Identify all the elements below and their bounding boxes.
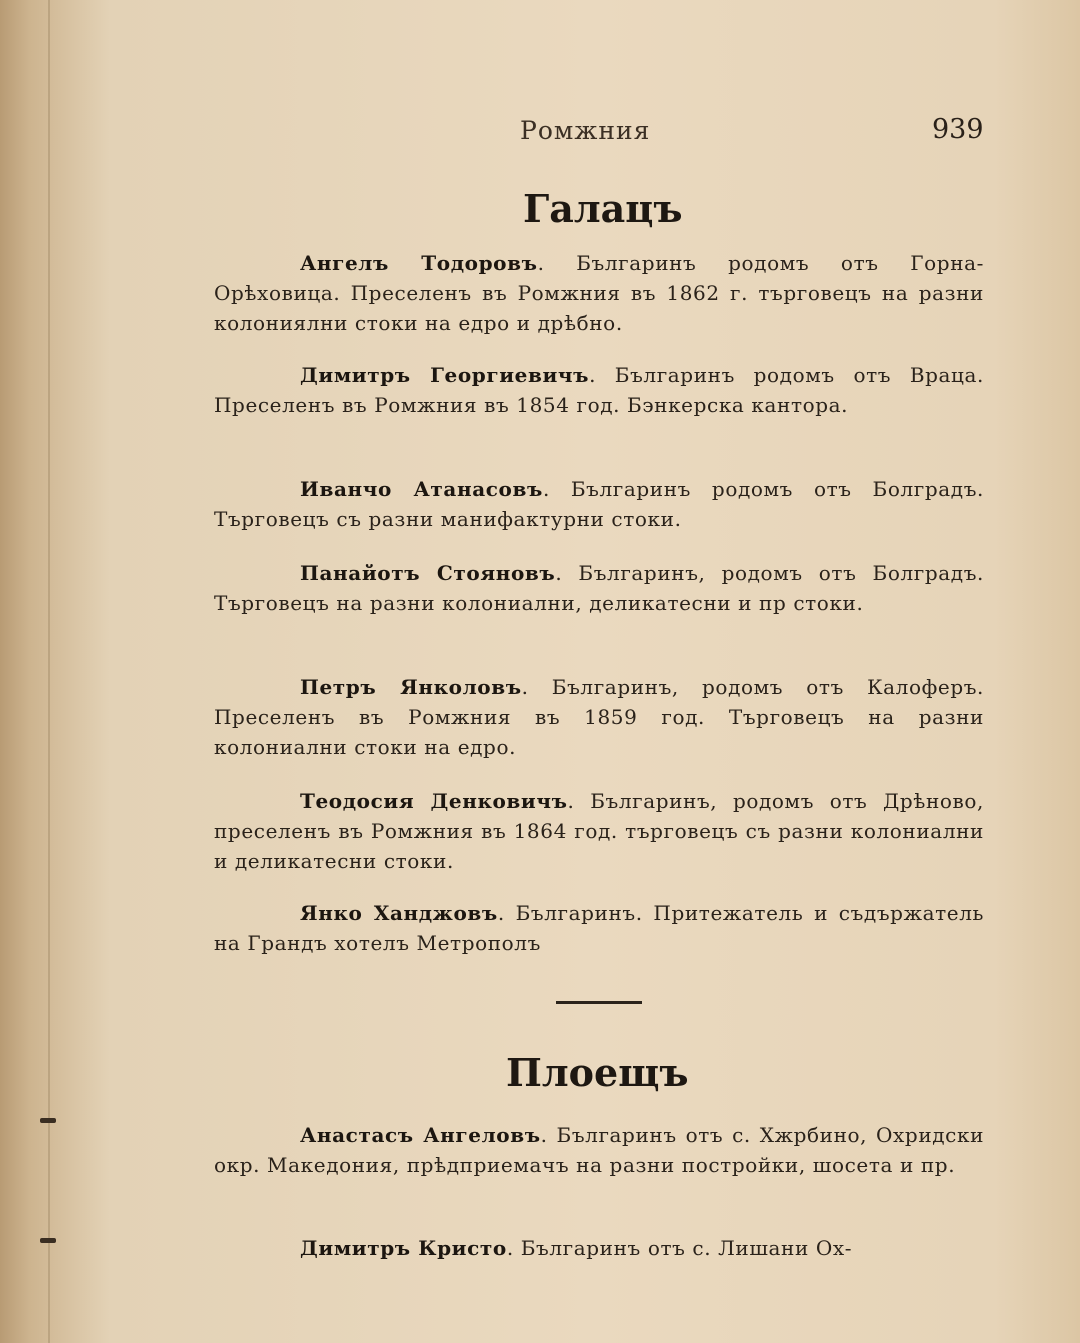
entry-ivancho-atanasov <box>214 474 984 534</box>
entry-name: Анастасъ Ангеловъ <box>300 1123 541 1147</box>
entry-name: Теодосия Денковичъ <box>300 789 568 813</box>
page-number: 939 <box>932 114 984 145</box>
entry-text: . Българинъ. Притежатель и съдържатель на Грандъ хотелъ Метрополъ <box>214 901 984 955</box>
page-gutter <box>48 0 50 1343</box>
section-divider <box>556 1001 642 1004</box>
entry-name: Панайотъ Стояновъ <box>300 561 556 585</box>
entry-anastas-angelov <box>214 1120 984 1180</box>
entry-text: . Българинъ отъ с. Лишани Ох- <box>506 1236 853 1260</box>
entry-text: . Българинъ отъ с. Хжрбино, Охридски окр. Македония, прѣдприемачъ на разни постройки, шосета и пр. <box>214 1123 985 1177</box>
entry-text: . Българинъ, родомъ отъ Дрѣново, преселенъ въ Ромжния въ 1864 год. търговецъ съ разни колониални и деликатесни стоки. <box>214 789 984 873</box>
entry-petr-yankolov <box>214 672 984 762</box>
running-head: Ромжния <box>520 116 651 145</box>
entry-text: . Българинъ родомъ отъ Болградъ. Търговецъ съ разни манифактурни стоки. <box>214 477 984 531</box>
page-header <box>0 112 1080 152</box>
entry-angel-todorov <box>214 248 984 338</box>
entry-dimitr-georgievich <box>214 360 984 420</box>
section-title-ploesht: Плоещъ <box>506 1050 689 1095</box>
section-title-galatz: Галацъ <box>523 186 683 231</box>
entry-name: Иванчо Атанасовъ <box>300 477 543 501</box>
binding-mark <box>40 1238 56 1243</box>
entry-name: Петръ Янколовъ <box>300 675 522 699</box>
entry-name: Ангелъ Тодоровъ <box>300 251 538 275</box>
binding-mark <box>40 1118 56 1123</box>
entry-panayot-stoyanov <box>214 558 984 618</box>
entry-name: Димитръ Георгиевичъ <box>300 363 590 387</box>
entry-teodosia-denkovich <box>214 786 984 876</box>
entry-text: . Българинъ родомъ отъ Враца. Преселенъ въ Ромжния въ 1854 год. Бэнкерска кантора. <box>214 363 984 417</box>
entry-text: . Българинъ родомъ отъ Горна-Орѣховица. Преселенъ въ Ромжния въ 1862 г. търговецъ на разни колониялни стоки на едро и дрѣбно. <box>214 251 984 335</box>
entry-name: Димитръ Кристо <box>300 1236 507 1260</box>
entry-text: . Българинъ, родомъ отъ Болградъ. Търговецъ на разни колониални, деликатесни и пр стоки. <box>214 561 984 615</box>
entry-dimitr-kristo <box>214 1233 984 1263</box>
entry-name: Янко Ханджовъ <box>300 901 498 925</box>
entry-yanko-handzhov <box>214 898 984 958</box>
entry-text: . Българинъ, родомъ отъ Калоферъ. Преселенъ въ Ромжния въ 1859 год. Търговецъ на разни колониални стоки на едро. <box>214 675 985 759</box>
